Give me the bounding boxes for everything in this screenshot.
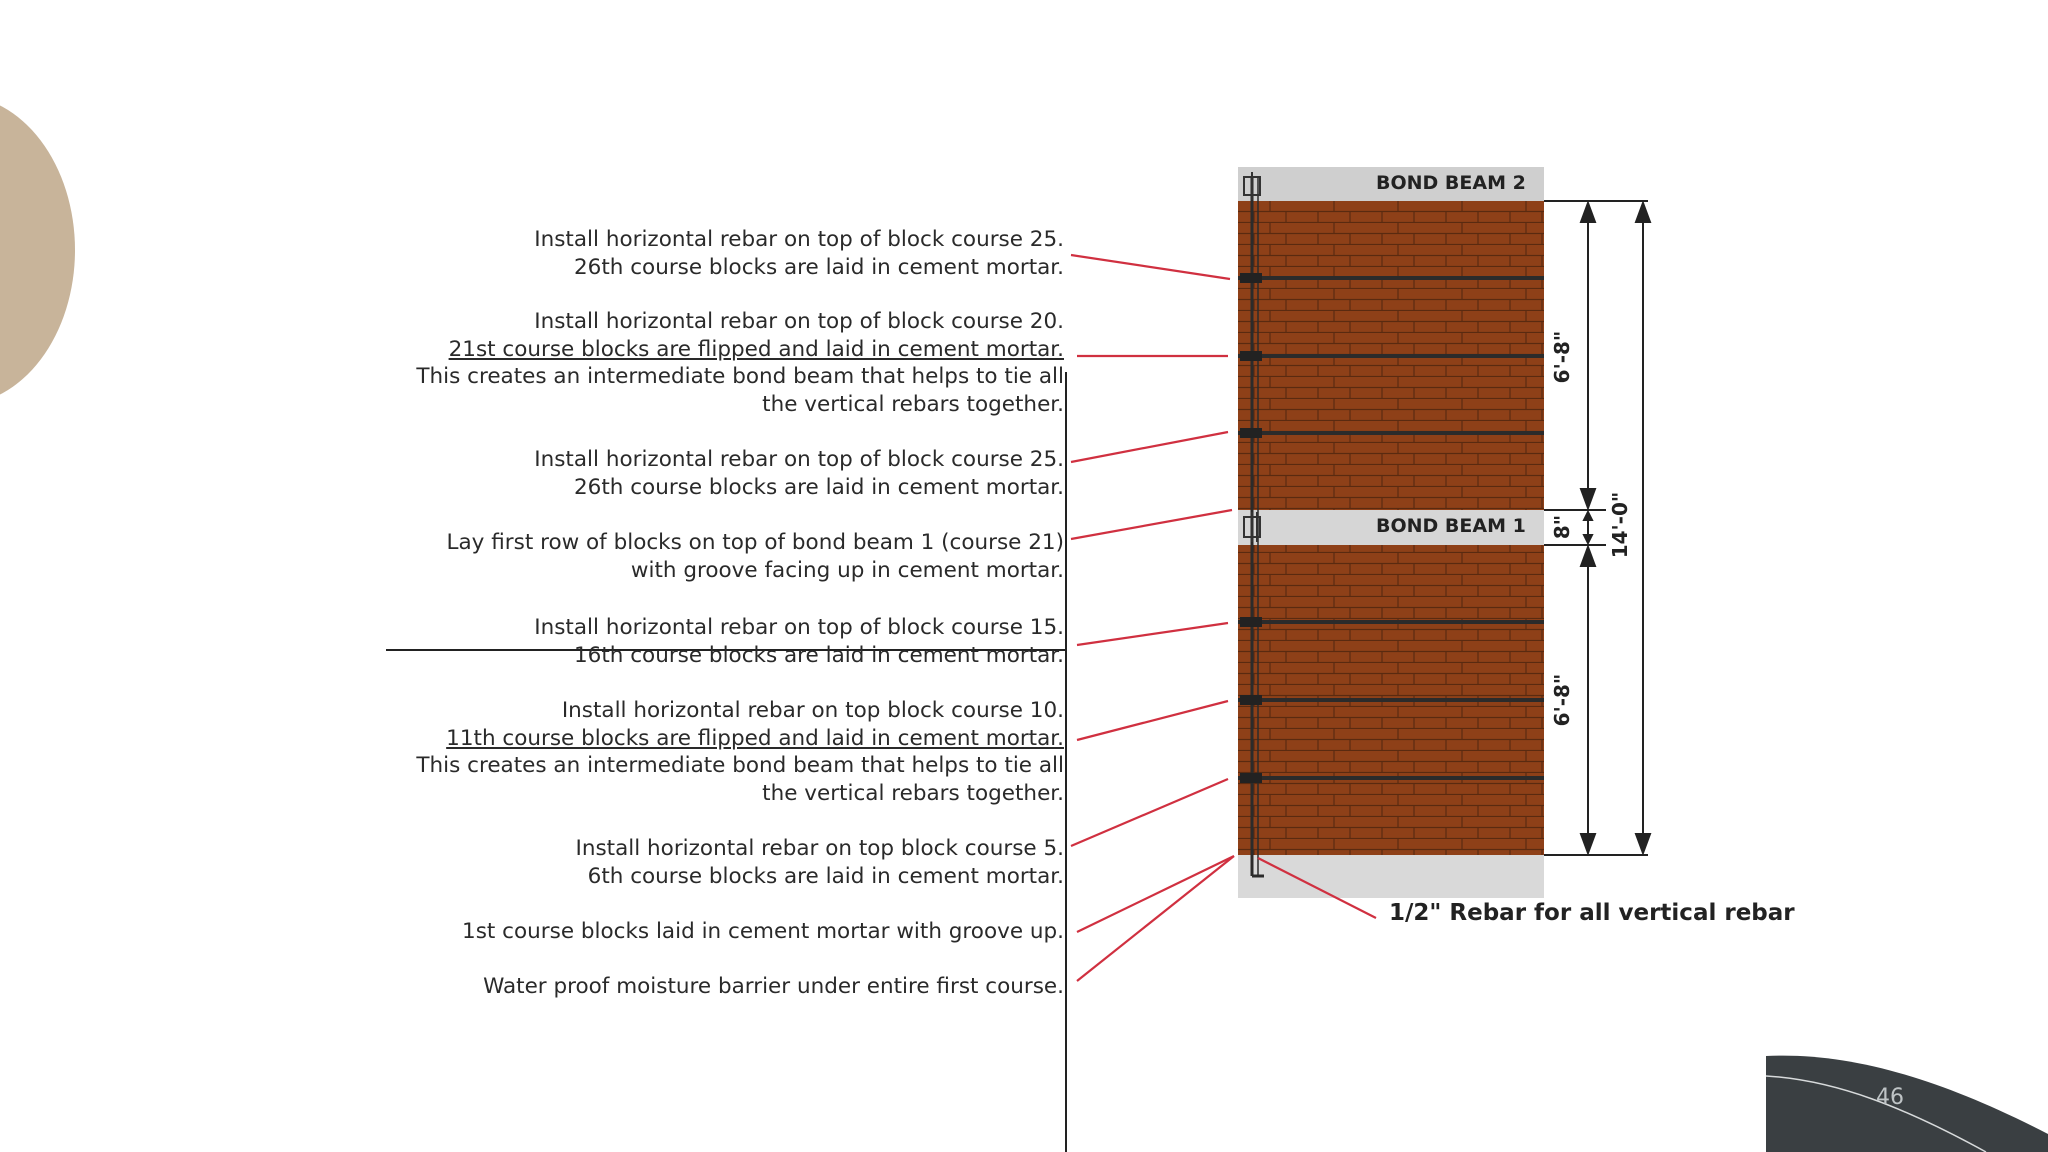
- page-number: 46: [1876, 1085, 1904, 1110]
- note-line-underlined: 11th course blocks are flipped and laid in cement mortar.: [446, 725, 1064, 751]
- note-course-25-upper: [534, 226, 1064, 281]
- dimension-total: 14'-0": [1608, 491, 1632, 559]
- note-line: 6th course blocks are laid in cement mortar.: [587, 863, 1064, 889]
- note-course-5: [576, 835, 1065, 890]
- note-course-25-lower: [534, 446, 1064, 501]
- note-line: 26th course blocks are laid in cement mortar.: [573, 254, 1064, 280]
- note-line: This creates an intermediate bond beam that helps to tie all: [416, 364, 1064, 389]
- note-line: the vertical rebars together.: [762, 391, 1064, 417]
- note-line: Lay first row of blocks on top of bond beam 1 (course 21): [446, 530, 1064, 555]
- note-line: Install horizontal rebar on top of block course 15.: [534, 615, 1064, 640]
- note-moisture-barrier: [483, 973, 1064, 1001]
- note-line: This creates an intermediate bond beam that helps to tie all: [416, 753, 1064, 778]
- note-line: with groove facing up in cement mortar.: [630, 557, 1064, 583]
- note-course-1: [462, 918, 1064, 946]
- note-line: 16th course blocks are laid in cement mortar.: [573, 642, 1064, 668]
- note-line: Install horizontal rebar on top block course 5.: [575, 836, 1064, 861]
- note-line-underlined: 21st course blocks are flipped and laid in cement mortar.: [448, 336, 1064, 362]
- note-course-15: [534, 614, 1064, 669]
- corner-decoration: [1766, 1052, 2048, 1152]
- note-course-10: [416, 697, 1064, 807]
- bond-beam-1-label: BOND BEAM 1: [1376, 515, 1526, 537]
- dimension-upper-wall: 6'-8": [1550, 330, 1574, 384]
- note-course-20: [416, 308, 1064, 418]
- note-course-21: [447, 529, 1064, 584]
- dimension-bond-beam: 8": [1550, 514, 1574, 540]
- note-line: 26th course blocks are laid in cement mortar.: [573, 474, 1064, 500]
- note-line: the vertical rebars together.: [762, 780, 1064, 806]
- vertical-rebar-label: 1/2" Rebar for all vertical rebar: [1389, 900, 1795, 926]
- dimension-lower-wall: 6'-8": [1550, 673, 1574, 727]
- bond-beam-2-label: BOND BEAM 2: [1376, 172, 1526, 194]
- note-line: Install horizontal rebar on top block course 10.: [561, 698, 1064, 723]
- note-line: Water proof moisture barrier under entire first course.: [483, 974, 1064, 999]
- note-line: 1st course blocks laid in cement mortar with groove up.: [462, 919, 1064, 944]
- note-line: Install horizontal rebar on top of block course 25.: [534, 447, 1064, 472]
- note-line: Install horizontal rebar on top of block course 20.: [534, 309, 1064, 334]
- footing: [1238, 855, 1544, 898]
- note-line: Install horizontal rebar on top of block course 25.: [534, 227, 1064, 252]
